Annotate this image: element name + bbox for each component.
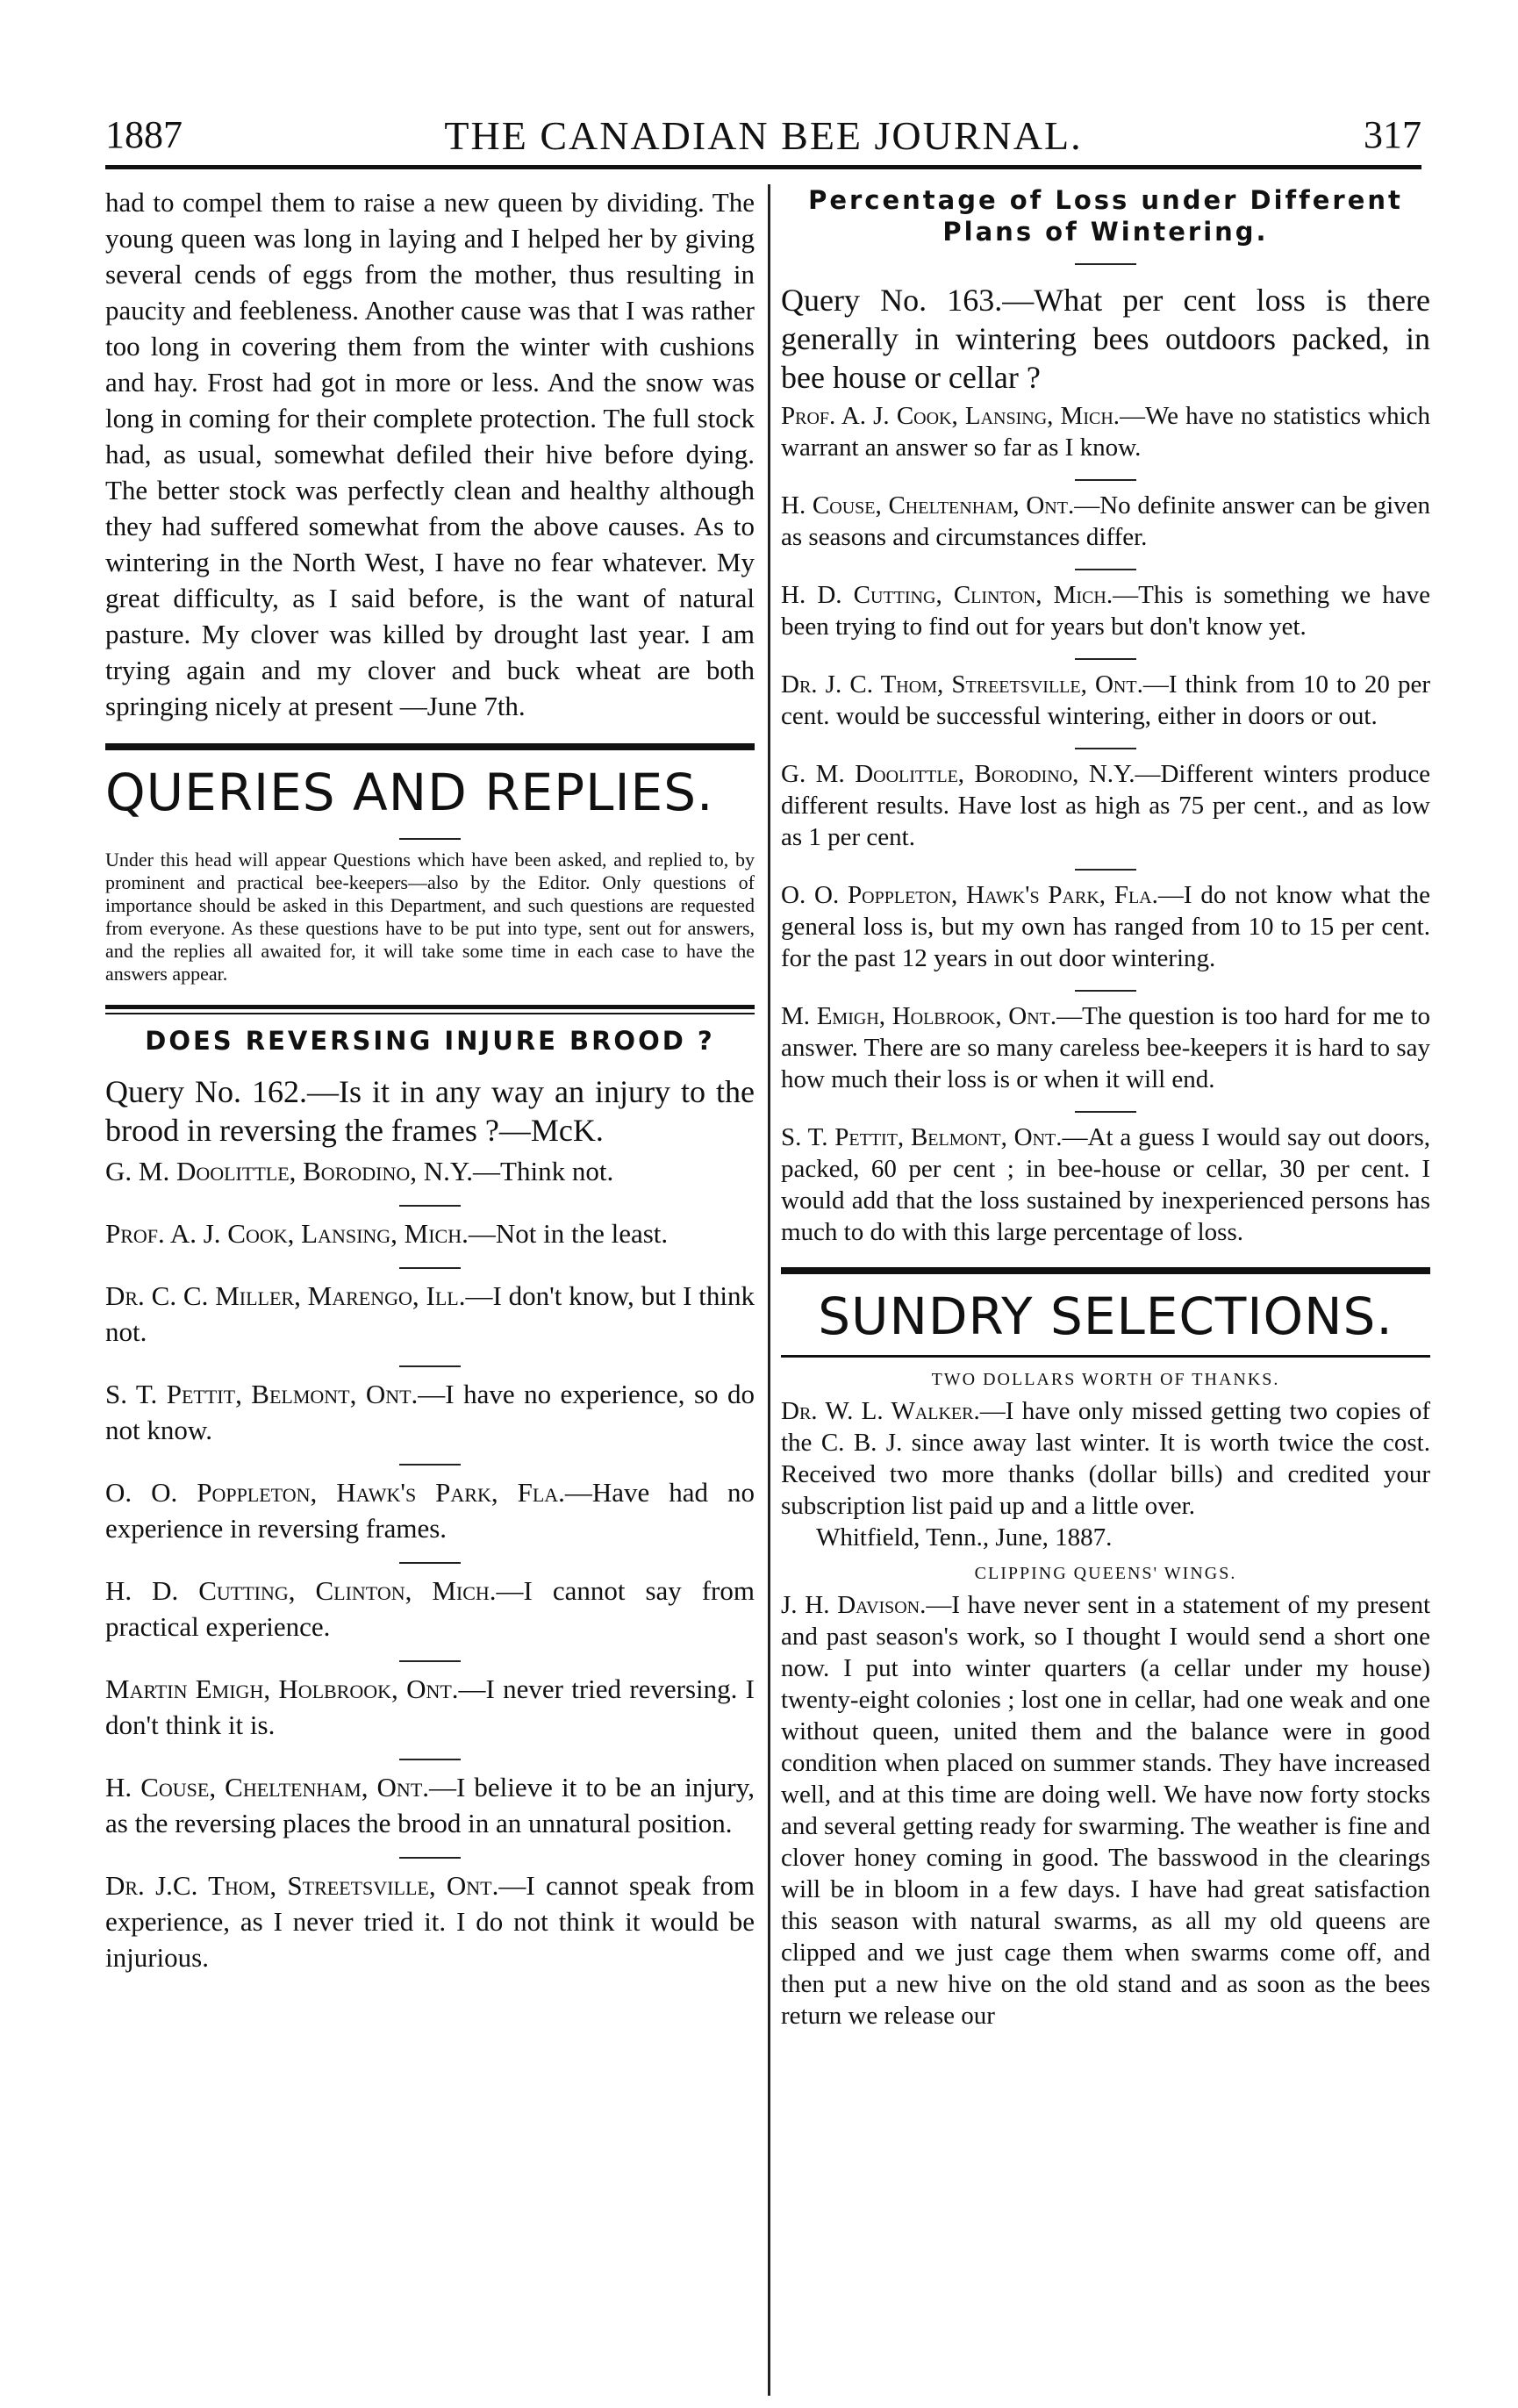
respondent-name: G. M. Doolittle, Borodino, N.Y. (105, 1156, 474, 1186)
respondent-name: H. Couse, Cheltenham, Ont. (781, 491, 1075, 520)
reversing-brood-heading: DOES REVERSING INJURE BROOD ? (145, 1026, 715, 1056)
answer-item (781, 1122, 1430, 1248)
answer-item (781, 579, 1430, 642)
section-intro: Under this head will appear Questions which have been asked, and replied to, by prominent and practical bee-keepers—also by the Editor. Only questions of importance should be asked in this Department, and such questions are requested from everyone. As these questions have to be put into type, sent out for answers, and the replies all awaited for, it will take some time in each case to have the answers appear. (105, 849, 755, 985)
item-heading: CLIPPING QUEENS' WINGS. (974, 1564, 1237, 1583)
journal-title: THE CANADIAN BEE JOURNAL. (444, 113, 1083, 158)
section-divider (781, 1355, 1430, 1358)
respondent-name: Dr. J.C. Thom, Streetsville, Ont. (105, 1870, 499, 1901)
continued-article-text: had to compel them to raise a new queen by dividing. The young queen was long in laying and I helped her by giving several cends of eggs from the mother, thus resulting in paucity and feebleness. Another cause was that I was rather too long in covering them from the winter with cushions and hay. Frost had got in more or less. And the snow was long in coming for their complete protection. The full stock had, as usual, somewhat defiled their hive before dying. The better stock was perfectly clean and healthy although they had suffered somewhat from the above causes. As to wintering in the North West, I have no fear whatever. My great difficulty, as I said before, is the want of natural pasture. My clover was killed by drought last year. I am trying again and my clover and buck wheat are both springing nicely at present —June 7th. (105, 187, 755, 721)
answer-item (105, 1769, 755, 1841)
page-header (105, 97, 1421, 176)
short-rule (1075, 479, 1136, 481)
answer-item (781, 879, 1430, 974)
short-rule (1075, 569, 1136, 570)
respondent-name: H. D. Cutting, Clinton, Mich. (105, 1575, 497, 1606)
respondent-name: Martin Emigh, Holbrook, Ont. (105, 1673, 459, 1704)
answer-text: —At a guess I would say out doors, packed, 60 per cent ; in bee-house or cellar, 30 per cent. I would add that the loss sustained by inexperienced persons has much to do with this large percentage of loss. (781, 1123, 1430, 1246)
answer-text: —I never tried reversing. I don't think it is. (105, 1673, 755, 1740)
answer-text: —I believe it to be an injury, as the reversing places the brood in an unnatural position. (105, 1772, 755, 1838)
letter-text: —I have never sent in a statement of my present and past season's work, so I thought I would send a short one now. I put into winter quarters (a cellar under my house) twenty-eight colonies ; lost one in cellar, had one weak and one without queen, united them and the balance were in good condition when placed on summer stands. They have increased well, and at this time are doing well. We have now forty stocks and several getting ready for swarming. The weather is fine and clover honey coming in good. The basswood in the clearings will be in bloom in a few days. I have had great satisfaction this season with natural swarms, as all my old queens are clipped and we just cage them when swarms come off, and then put a new hive on the old stand and as soon as the bees return we release our (781, 1591, 1431, 2030)
section-divider (105, 743, 755, 750)
answer-item (105, 1671, 755, 1743)
answer-text: —I don't know, but I think not. (105, 1280, 755, 1347)
respondent-name: O. O. Poppleton, Hawk's Park, Fla. (105, 1477, 565, 1508)
answer-item (105, 1376, 755, 1448)
answer-item (105, 1153, 755, 1189)
answer-list (105, 1153, 755, 1975)
header-rule (105, 165, 1421, 169)
page-number: 317 (1364, 113, 1421, 156)
short-rule (1075, 1111, 1136, 1113)
respondent-name: O. O. Poppleton, Hawk's Park, Fla. (781, 881, 1158, 909)
short-rule (1075, 748, 1136, 749)
respondent-name: Dr. C. C. Miller, Marengo, Ill. (105, 1280, 466, 1311)
short-rule (399, 1562, 461, 1564)
answer-item (781, 400, 1430, 463)
short-rule (399, 1205, 461, 1207)
answer-text: —Not in the least. (468, 1218, 669, 1249)
respondent-name: J. H. Davison. (781, 1591, 927, 1619)
section-divider (781, 1267, 1430, 1274)
respondent-name: Prof. A. J. Cook, Lansing, Mich. (781, 402, 1121, 430)
short-rule (399, 838, 461, 840)
letter-dateline: Whitfield, Tenn., June, 1887. (816, 1523, 1113, 1552)
respondent-name: G. M. Doolittle, Borodino, N.Y. (781, 760, 1135, 788)
respondent-name: Prof. A. J. Cook, Lansing, Mich. (105, 1218, 469, 1249)
answer-item (781, 1000, 1430, 1095)
short-rule (399, 1464, 461, 1466)
respondent-name: Dr. W. L. Walker. (781, 1397, 980, 1425)
answer-text: —No definite answer can be given as seasons and circumstances differ. (781, 491, 1431, 551)
short-rule (1075, 990, 1136, 992)
answer-text: —I cannot speak from experience, as I never tried it. I do not think it would be injurious. (105, 1870, 755, 1973)
answer-text: —I have no experience, so do not know. (105, 1379, 755, 1445)
answer-item (781, 758, 1430, 853)
answer-item (105, 1278, 755, 1350)
respondent-name: H. D. Cutting, Clinton, Mich. (781, 581, 1113, 609)
letter-item (781, 1589, 1430, 2032)
left-column (105, 184, 755, 2396)
answer-text: —Have had no experience in reversing frames. (105, 1477, 755, 1544)
answer-text: —The question is too hard for me to answer. There are so many careless bee-keepers it is hard to say how much their loss is or when it will end. (781, 1002, 1430, 1093)
short-rule (1075, 658, 1136, 660)
percentage-loss-heading: Percentage of Loss under Different Plans of Wintering. (808, 185, 1403, 247)
short-rule (399, 1267, 461, 1269)
respondent-name: M. Emigh, Holbrook, Ont. (781, 1002, 1057, 1030)
short-rule (399, 1365, 461, 1367)
answer-text: —I cannot say from practical experience. (105, 1575, 755, 1642)
sundry-selections-heading: SUNDRY SELECTIONS. (818, 1286, 1393, 1346)
answer-item (105, 1474, 755, 1546)
section-divider (105, 1005, 755, 1014)
answer-text: —This is something we have been trying to find out for years but don't know yet. (781, 581, 1430, 641)
letter-item (781, 1395, 1430, 1522)
queries-replies-heading: QUERIES AND REPLIES. (105, 763, 714, 822)
short-rule (399, 1759, 461, 1760)
column-divider (768, 184, 770, 2396)
answer-text: —We have no statistics which warrant an answer so far as I know. (781, 402, 1431, 462)
answer-text: —I do not know what the general loss is, but my own has ranged from 10 to 15 per cent. for the past 12 years in out door wintering. (781, 881, 1430, 972)
answer-text: —Think not. (473, 1156, 614, 1186)
right-column (781, 184, 1430, 2396)
short-rule (399, 1857, 461, 1859)
answer-item (105, 1215, 755, 1251)
query-163: Query No. 163.—What per cent loss is there generally in wintering bees outdoors packed, in bee house or cellar ? (781, 283, 1430, 395)
answer-item (105, 1573, 755, 1645)
header-year: 1887 (105, 113, 183, 156)
respondent-name: S. T. Pettit, Belmont, Ont. (781, 1123, 1063, 1151)
answer-item (105, 1867, 755, 1975)
answer-text: —I think from 10 to 20 per cent. would be successful wintering, either in doors or out. (781, 670, 1431, 730)
query-162: Query No. 162.—Is it in any way an injury to the brood in reversing the frames ?—McK. (105, 1074, 755, 1148)
answer-item (781, 490, 1430, 553)
item-heading: TWO DOLLARS WORTH OF THANKS. (931, 1370, 1280, 1389)
answer-list (781, 400, 1430, 1248)
short-rule (399, 1660, 461, 1662)
respondent-name: Dr. J. C. Thom, Streetsville, Ont. (781, 670, 1143, 699)
letter-text: —I have only missed getting two copies of the C. B. J. since away last winter. It is worth twice the cost. Received two more thanks (dollar bills) and credited your subscription list paid up and a little over. (781, 1397, 1430, 1520)
respondent-name: H. Couse, Cheltenham, Ont. (105, 1772, 430, 1802)
short-rule (1075, 263, 1136, 265)
short-rule (1075, 869, 1136, 871)
answer-text: —Different winters produce different results. Have lost as high as 75 per cent., and as low as 1 per cent. (781, 760, 1430, 851)
answer-item (781, 669, 1430, 732)
respondent-name: S. T. Pettit, Belmont, Ont. (105, 1379, 419, 1409)
